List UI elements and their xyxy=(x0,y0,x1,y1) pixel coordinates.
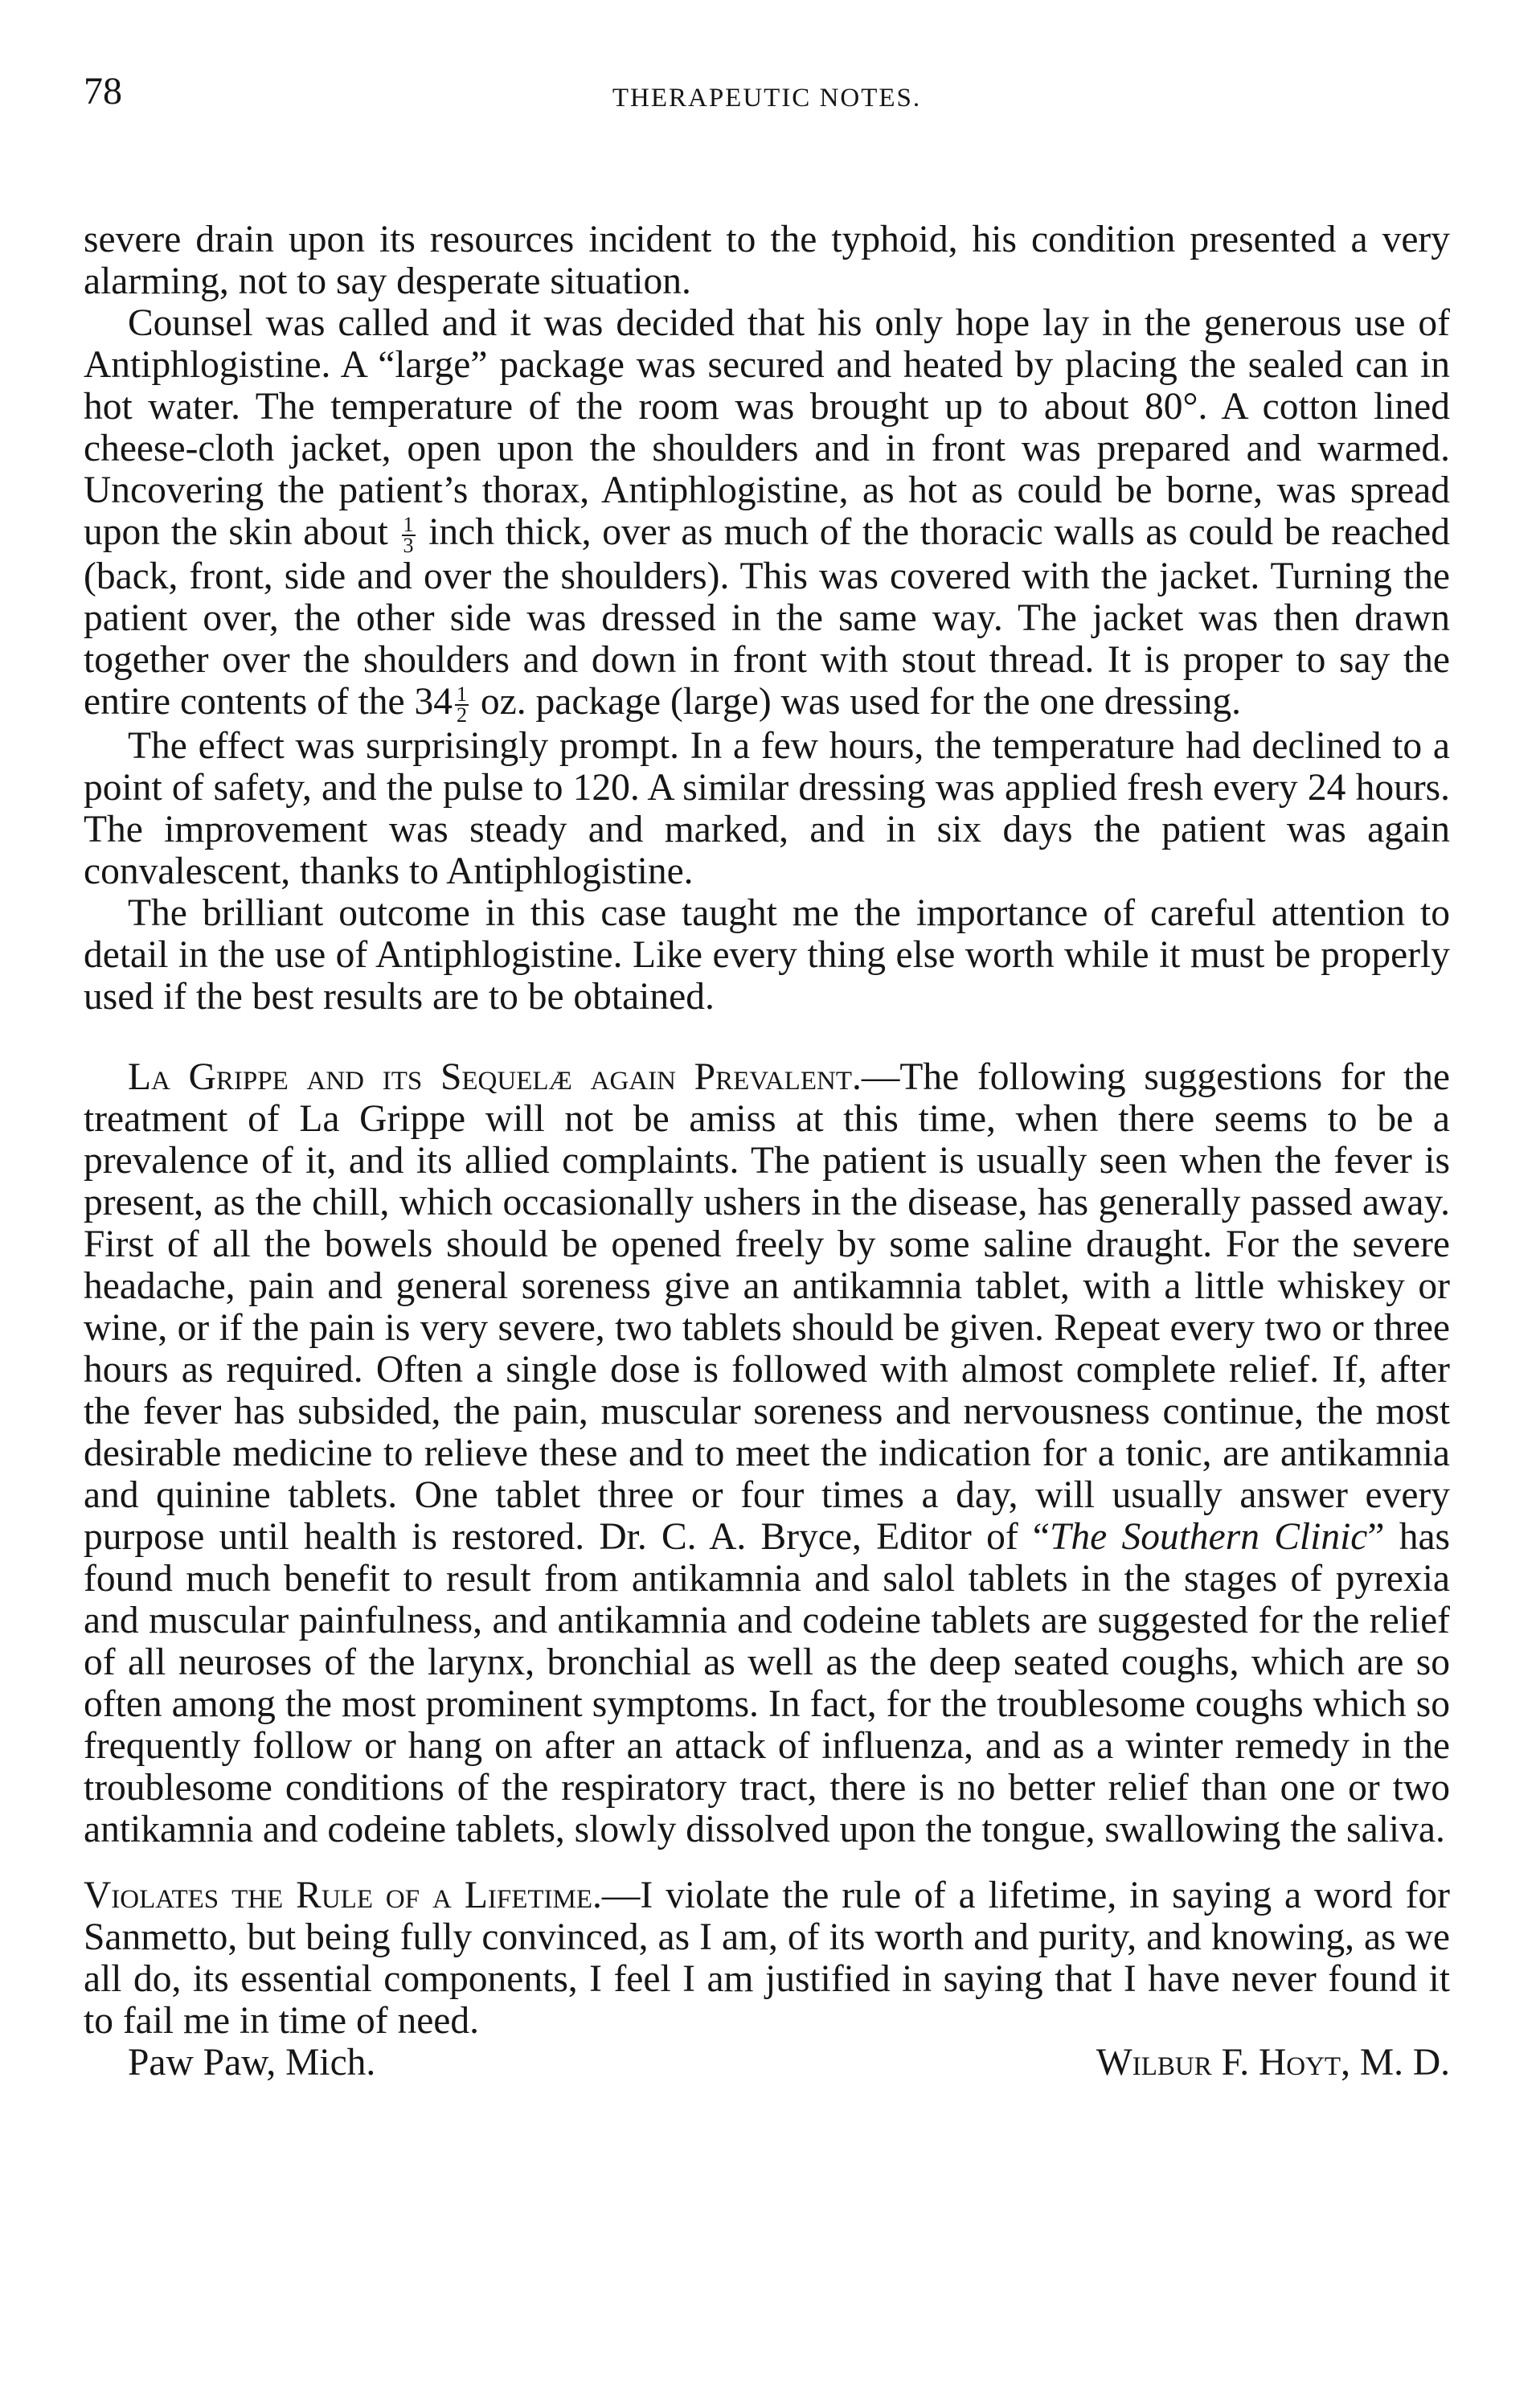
signature-name: Wilbur F. Hoyt, M. D. xyxy=(1096,2042,1450,2084)
paragraph-continuation: severe drain upon its resources incident to the typhoid, his condition presented a very alarming, not to say desperate situation. xyxy=(84,219,1450,302)
section-heading-la-grippe: La Grippe and its Sequelæ again Prevalent. xyxy=(128,1056,862,1099)
document-page xyxy=(84,58,1451,2084)
journal-title: The Southern Clinic xyxy=(1049,1516,1368,1559)
fraction-one-third: $\frac{1}{3}$ xyxy=(403,513,414,558)
paragraph-la-grippe: La Grippe and its Sequelæ again Prevalent.—The following suggestions for the treatment of La Grippe will not be amiss at this time, when there seems to be a prevalence of it, and its allied complaints. The patient is usually seen when the fever is present, as the chill, which occasionally ushers in the disease, has generally passed away. First of all the bowels should be opened freely by some saline draught. For the severe headache, pain and general soreness give an antikamnia tablet, with a little whiskey or wine, or if the pain is very severe, two tablets should be given. Repeat every two or three hours as required. Often a single dose is followed with almost complete relief. If, after the fever has subsided, the pain, muscular soreness and nervousness continue, the most desirable medicine to relieve these and to meet the indication for a tonic, are antikamnia and quinine tablets. One tablet three or four times a day, will usually answer every purpose until health is restored. Dr. C. A. Bryce, Editor of “The Southern Clinic” has found much benefit to result from antikamnia and salol tablets in the stages of pyrexia and muscular painfulness, and antikamnia and codeine tablets are suggested for the relief of all neuroses of the larynx, bronchial as well as the deep seated coughs, which are so often among the most prominent symptoms. In fact, for the troublesome coughs which so frequently follow or hang on after an attack of influenza, and as a winter remedy in the troublesome conditions of the respiratory tract, there is no better relief than one or two antikamnia and codeine tablets, slowly dissolved upon the tongue, swallowing the saliva. xyxy=(84,1056,1451,1851)
page-number: 78 xyxy=(84,70,122,113)
running-head: THERAPEUTIC NOTES. xyxy=(612,84,922,113)
fraction-one-half: $\frac{1}{2}$ xyxy=(457,682,468,727)
section-heading-violates-rule: Violates the Rule of a Lifetime. xyxy=(84,1875,602,1917)
paragraph-sanmetto: Violates the Rule of a Lifetime.—I violate the rule of a lifetime, in saying a word for Sanmetto, but being fully convinced, as I am, of its worth and purity, and knowing, as we all do, its essential components, I feel I am justified in saying that I have never found it to fail me in time of need. xyxy=(84,1875,1450,2043)
paragraph-outcome: The brilliant outcome in this case taught me the importance of careful attention to detail in the use of Antiphlogistine. Like every thing else worth while it must be properly used if the best results are to be obtained. xyxy=(84,892,1450,1018)
paragraph-effect: The effect was surprisingly prompt. In a few hours, the temperature had declined to a point of safety, and the pulse to 120. A similar dressing was applied fresh every 24 hours. The improvement was steady and marked, and in six days the patient was again convalescent, thanks to Antiphlogistine. xyxy=(84,725,1450,893)
signature-place: Paw Paw, Mich. xyxy=(128,2042,376,2084)
paragraph-counsel: Counsel was called and it was decided that his only hope lay in the generous use of Antiphlogistine. A “large” package was secured and heated by placing the sealed can in hot water. The temperature of the room was brought up to about 80°. A cotton lined cheese-cloth jacket, open upon the shoulders and in front was prepared and warmed. Uncovering the patient’s thorax, Antiphlogistine, as hot as could be borne, was spread upon the skin about $\frac{1}{3}$ inch thick, over as much of the thoracic walls as could be reached (back, front, side and over the shoulders). This was covered with the jacket. Turning the patient over, the other side was dressed in the same way. The jacket was then drawn together over the shoulders and down in front with stout thread. It is proper to say the entire contents of the 34 $\frac{1}{2}$ oz. package (large) was used for the one dressing. xyxy=(84,302,1451,727)
page-header xyxy=(84,58,1450,114)
article-body xyxy=(84,219,1450,2084)
signature-line xyxy=(84,2042,1450,2084)
